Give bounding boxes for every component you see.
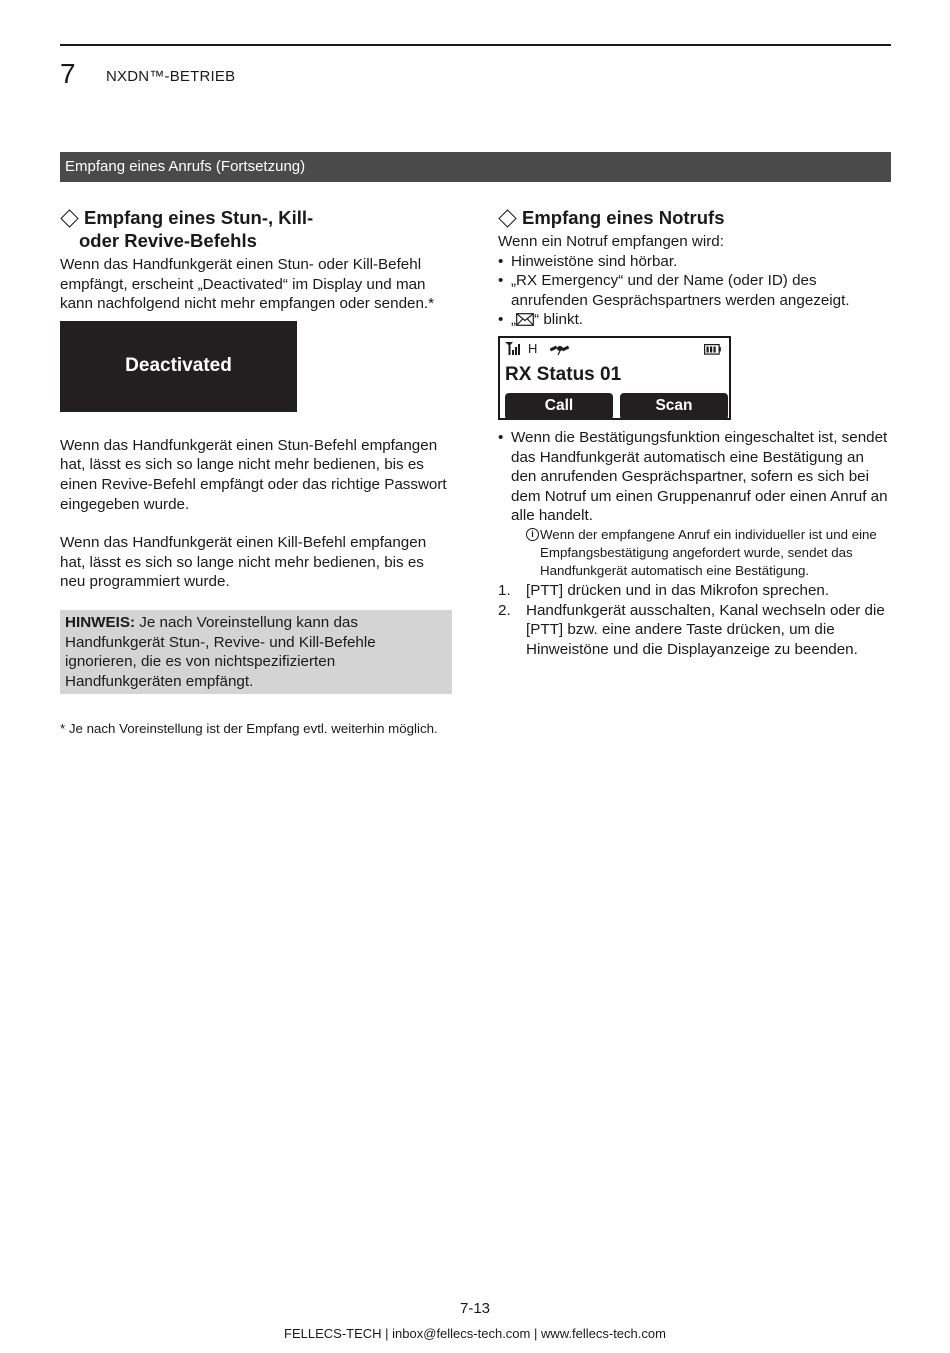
diamond-outline-icon	[498, 209, 516, 227]
battery-icon	[704, 343, 721, 355]
power-level-h: H	[528, 341, 538, 357]
deactivated-text: Deactivated	[125, 355, 232, 377]
info-note: i Wenn der empfangene Anruf ein individueller ist und eine Empfangsbestätigung angefordert wurde, sendet das Handfunkgerät automatisch eine Bestätigung.	[498, 526, 892, 580]
bullet-item: • Wenn die Bestätigungsfunktion eingeschaltet ist, sendet das Handfunkgerät automatisch eine Bestätigung an den anrufenden Gesprächspartner, sofern es sich bei dem Notruf um einen Gruppenanruf oder einen Anruf an alle handelt.	[498, 428, 888, 525]
step-1: 1. [PTT] drücken und in das Mikrofon sprechen.	[498, 581, 830, 599]
footer: FELLECS-TECH | inbox@fellecs-tech.com | www.fellecs-tech.com	[284, 1326, 666, 1341]
heading-notruf	[498, 206, 892, 229]
envelope-icon	[516, 313, 534, 326]
chapter-number: 7	[60, 58, 76, 89]
note-label: HINWEIS:	[65, 613, 136, 631]
diamond-outline-icon	[60, 209, 78, 227]
page-number: 7-13	[459, 1300, 491, 1317]
bullet-item: • „ “ blinkt.	[498, 311, 584, 329]
heading-line-2: oder Revive-Befehls	[79, 230, 257, 251]
heading-stun-kill	[60, 206, 452, 252]
chapter-title: NXDN™-BETRIEB	[106, 68, 236, 85]
section-bar: Empfang eines Anrufs (Fortsetzung)	[60, 152, 891, 182]
stun-paragraph: Wenn das Handfunkgerät einen Stun-Befehl empfangen hat, lässt es sich so lange nicht mehr bedienen, bis es einen Revive-Befehl empfängt oder das richtige Passwort eingegeben wurde.	[60, 436, 447, 513]
info-circle-icon: i	[526, 528, 539, 541]
lcd-status-row	[505, 342, 570, 356]
note-box	[60, 610, 452, 694]
bullet-item: • „RX Emergency“ und der Name (oder ID) des anrufenden Gesprächspartners werden angezeigt.	[498, 272, 850, 309]
step-2: 2. Handfunkgerät ausschalten, Kanal wechseln oder die [PTT] bzw. eine andere Taste drücken, um die Hinweistöne und die Displayanzeige zu beenden.	[498, 601, 885, 658]
right-column	[498, 206, 892, 659]
heading-line-1: Empfang eines Stun-, Kill-	[84, 207, 314, 228]
left-column	[60, 206, 452, 738]
bullet-item: • Hinweistöne sind hörbar.	[498, 252, 678, 270]
signal-bars-icon	[505, 342, 521, 355]
intro-paragraph: Wenn das Handfunkgerät einen Stun- oder Kill-Befehl empfängt, erscheint „Deactivated“ im Display und man kann nachfolgend nicht mehr empfangen oder senden.*	[60, 256, 435, 313]
scan-softkey[interactable]: Scan	[620, 393, 728, 420]
satellite-icon	[550, 342, 570, 355]
deactivated-display	[60, 321, 297, 412]
lcd-title: RX Status 01	[505, 363, 622, 385]
kill-paragraph: Wenn das Handfunkgerät einen Kill-Befehl empfangen hat, lässt es sich so lange nicht mehr bedienen, bis es neu programmiert wurde.	[60, 534, 427, 591]
footnote: * Je nach Voreinstellung ist der Empfang evtl. weiterhin möglich.	[60, 721, 438, 737]
header-rule	[60, 44, 891, 46]
notruf-intro: Wenn ein Notruf empfangen wird:	[498, 233, 724, 250]
call-softkey[interactable]: Call	[505, 393, 613, 420]
note-text: Je nach Voreinstellung kann das Handfunkgerät Stun-, Revive- und Kill-Befehle ignorieren, die es von nichtspezifizierten Handfunkgeräten empfängt.	[65, 613, 376, 690]
radio-lcd-display	[498, 336, 731, 420]
heading-text: Empfang eines Notrufs	[522, 207, 725, 228]
